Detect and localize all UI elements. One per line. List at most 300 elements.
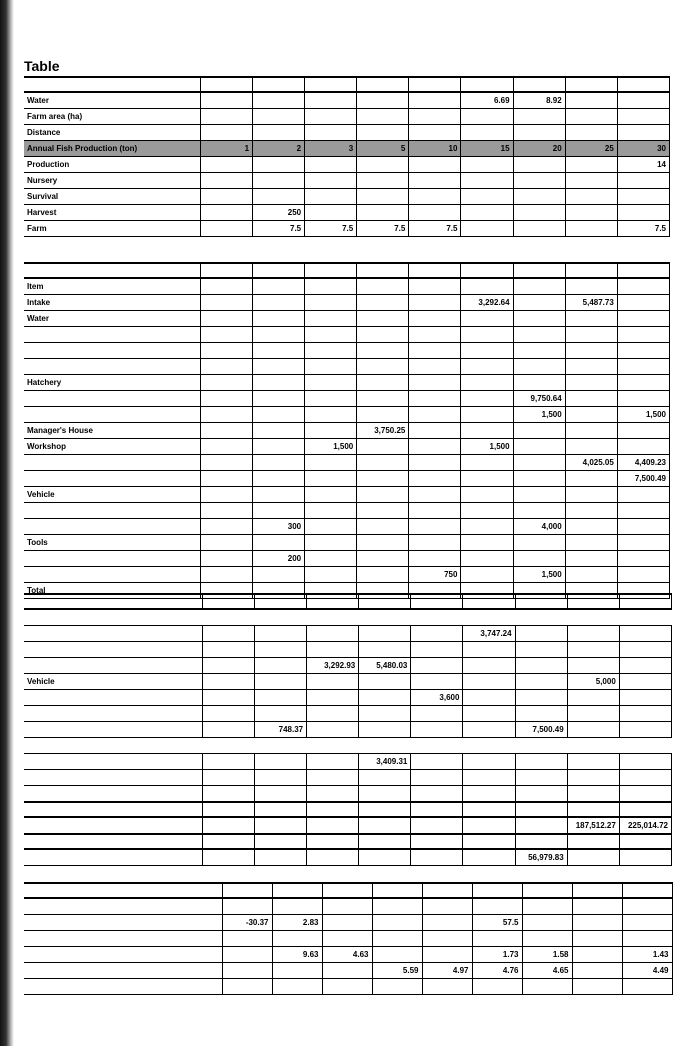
table-cell <box>409 535 461 551</box>
row-label <box>24 963 222 979</box>
table-cell <box>372 915 422 931</box>
table-cell: 6.69 <box>461 92 513 109</box>
table-cell <box>357 551 409 567</box>
table-row <box>24 609 672 626</box>
table-cell <box>515 754 567 770</box>
row-label: Nursery <box>24 173 200 189</box>
table-cell <box>565 189 617 205</box>
table-cell <box>255 658 307 674</box>
table-cell <box>513 327 565 343</box>
table-cell <box>305 125 357 141</box>
table-cell <box>409 455 461 471</box>
table-cell <box>619 594 671 609</box>
table-cell <box>200 311 252 327</box>
table-cell <box>463 802 515 817</box>
table-cell <box>567 786 619 803</box>
table-cell <box>253 173 305 189</box>
table-cell <box>463 690 515 706</box>
table-cell <box>619 738 671 754</box>
table-cell <box>202 642 254 658</box>
table-cell <box>357 109 409 125</box>
table-cell <box>617 519 669 535</box>
table-row <box>24 931 672 947</box>
table-cell <box>322 979 372 995</box>
table-cell <box>622 931 672 947</box>
table-cell <box>461 189 513 205</box>
table-cell <box>565 327 617 343</box>
scan-edge-shadow <box>0 0 14 1046</box>
table-row <box>24 594 672 609</box>
table-cell <box>463 722 515 738</box>
table-cell <box>463 849 515 866</box>
row-label: Production <box>24 157 200 173</box>
table-cell <box>411 849 463 866</box>
table-cell <box>622 898 672 915</box>
table-cell <box>617 327 669 343</box>
table-cell <box>372 979 422 995</box>
table-row <box>24 125 670 141</box>
table-cell <box>200 375 252 391</box>
table-cell <box>409 263 461 278</box>
table-cell <box>461 359 513 375</box>
table-cell <box>222 979 272 995</box>
table-cell: 1.43 <box>622 947 672 963</box>
table-cell <box>515 642 567 658</box>
table-cell <box>565 263 617 278</box>
table-cell: 300 <box>253 519 305 535</box>
table-cell <box>322 883 372 898</box>
table-cell <box>411 722 463 738</box>
table-cell <box>515 817 567 834</box>
table-cell <box>513 439 565 455</box>
table-cell <box>619 642 671 658</box>
table-cell <box>461 278 513 295</box>
table-cell <box>515 594 567 609</box>
table-cell <box>565 375 617 391</box>
table-cell <box>565 471 617 487</box>
row-label: Intake <box>24 295 200 311</box>
table-cell <box>409 439 461 455</box>
table-cell <box>200 295 252 311</box>
table-cell <box>565 343 617 359</box>
table-cell <box>515 770 567 786</box>
table-cell <box>461 375 513 391</box>
table-cell: 4.49 <box>622 963 672 979</box>
row-label <box>24 754 202 770</box>
table-cell <box>513 189 565 205</box>
table-cell <box>255 786 307 803</box>
table-cell <box>253 189 305 205</box>
table-cell <box>357 278 409 295</box>
table-cell <box>305 503 357 519</box>
table-cell <box>617 173 669 189</box>
table-cell <box>357 173 409 189</box>
table-cell <box>411 594 463 609</box>
table-row <box>24 311 670 327</box>
table-row <box>24 817 672 834</box>
table-cell <box>463 738 515 754</box>
table-cell <box>461 263 513 278</box>
table-cell <box>307 849 359 866</box>
table-cell <box>565 503 617 519</box>
table-row <box>24 963 672 979</box>
table-cell <box>359 770 411 786</box>
table-cell <box>567 738 619 754</box>
table-cell <box>461 503 513 519</box>
table-cell <box>305 423 357 439</box>
row-label: Farm area (ha) <box>24 109 200 125</box>
table-row <box>24 883 672 898</box>
table-row <box>24 754 672 770</box>
table-cell: 7.5 <box>253 221 305 237</box>
table-cell <box>272 979 322 995</box>
table-cell <box>357 359 409 375</box>
row-label <box>24 77 200 92</box>
row-label <box>24 915 222 931</box>
table-cell <box>202 674 254 690</box>
table-cell <box>565 109 617 125</box>
table-cell <box>307 609 359 626</box>
table-cell <box>619 674 671 690</box>
table-cell: 5 <box>357 141 409 157</box>
table-cell <box>472 898 522 915</box>
table-cell <box>272 931 322 947</box>
table-cell: 200 <box>253 551 305 567</box>
table-cell <box>411 626 463 642</box>
table-row <box>24 343 670 359</box>
table-cell <box>461 343 513 359</box>
table-cell <box>617 391 669 407</box>
table-cell <box>357 519 409 535</box>
table-cell <box>305 535 357 551</box>
table-row <box>24 770 672 786</box>
table-cell <box>565 221 617 237</box>
table-cell <box>567 770 619 786</box>
table-cell <box>255 642 307 658</box>
table-row <box>24 898 672 915</box>
table-row <box>24 92 670 109</box>
table-cell <box>359 802 411 817</box>
table-row <box>24 327 670 343</box>
table-cell <box>305 375 357 391</box>
table-row <box>24 141 670 157</box>
table-cell <box>411 738 463 754</box>
table-cell <box>357 439 409 455</box>
table-cell <box>513 423 565 439</box>
table-cell <box>567 802 619 817</box>
row-label: Survival <box>24 189 200 205</box>
table-row <box>24 786 672 803</box>
table-cell <box>359 626 411 642</box>
row-label <box>24 455 200 471</box>
row-label: Item <box>24 278 200 295</box>
table-cell <box>305 487 357 503</box>
table-cell <box>409 503 461 519</box>
table-cell <box>253 567 305 583</box>
table-cell <box>359 849 411 866</box>
row-label <box>24 327 200 343</box>
table-cell <box>513 535 565 551</box>
table-cell <box>253 487 305 503</box>
table-cell <box>463 786 515 803</box>
table-cell <box>572 947 622 963</box>
table-cell <box>372 931 422 947</box>
table-cell: 5.59 <box>372 963 422 979</box>
table-cell <box>565 278 617 295</box>
table-row <box>24 263 670 278</box>
table-row <box>24 503 670 519</box>
table-cell <box>359 738 411 754</box>
table-cell: -30.37 <box>222 915 272 931</box>
table-cell <box>200 535 252 551</box>
table-cell <box>463 770 515 786</box>
table-cell <box>409 407 461 423</box>
table-cell <box>513 263 565 278</box>
table-cell: 5,000 <box>567 674 619 690</box>
row-label: Vehicle <box>24 674 202 690</box>
table-cell: 9.63 <box>272 947 322 963</box>
row-label <box>24 471 200 487</box>
table-cell <box>305 359 357 375</box>
table-cell <box>253 343 305 359</box>
table-cell <box>463 609 515 626</box>
table-cell <box>357 567 409 583</box>
table-cell: 57.5 <box>472 915 522 931</box>
table-cell <box>307 817 359 834</box>
table-cell <box>305 92 357 109</box>
table-cell <box>461 567 513 583</box>
table-cell <box>409 295 461 311</box>
table-cell: 4.76 <box>472 963 522 979</box>
table-cell: 1.73 <box>472 947 522 963</box>
table-row <box>24 567 670 583</box>
table-cell <box>617 567 669 583</box>
table-cell <box>463 594 515 609</box>
table-cell <box>357 295 409 311</box>
table-cell <box>515 690 567 706</box>
table-cell <box>357 487 409 503</box>
row-label <box>24 786 202 803</box>
table-cell <box>357 125 409 141</box>
table-cell <box>255 802 307 817</box>
table-row <box>24 205 670 221</box>
table-cell <box>565 439 617 455</box>
table-cell <box>572 915 622 931</box>
table-cell <box>372 898 422 915</box>
table-cell <box>522 915 572 931</box>
table-cell <box>222 963 272 979</box>
table-cell <box>200 519 252 535</box>
table-cell <box>357 205 409 221</box>
table-cell <box>253 407 305 423</box>
table-cell <box>461 327 513 343</box>
table-cell <box>322 898 372 915</box>
table-cell <box>617 551 669 567</box>
table-cell <box>305 189 357 205</box>
table-cell <box>200 439 252 455</box>
table-cell <box>357 343 409 359</box>
table-cell <box>307 706 359 722</box>
table-cell <box>617 92 669 109</box>
table-cell <box>200 455 252 471</box>
investment-cost-table <box>24 262 670 599</box>
row-label <box>24 770 202 786</box>
table-row <box>24 157 670 173</box>
table-cell <box>409 278 461 295</box>
row-label <box>24 626 202 642</box>
table-cell <box>305 205 357 221</box>
table-cell <box>305 278 357 295</box>
table-cell <box>619 786 671 803</box>
table-cell <box>461 77 513 92</box>
table-row <box>24 423 670 439</box>
row-label: Distance <box>24 125 200 141</box>
table-cell <box>255 754 307 770</box>
table-cell <box>461 311 513 327</box>
table-cell <box>617 125 669 141</box>
table-cell <box>522 883 572 898</box>
table-cell <box>513 551 565 567</box>
table-cell <box>461 423 513 439</box>
table-cell: 225,014.72 <box>619 817 671 834</box>
table-cell: 1,500 <box>513 567 565 583</box>
row-label <box>24 519 200 535</box>
table-cell <box>253 295 305 311</box>
table-cell <box>357 189 409 205</box>
table-row <box>24 519 670 535</box>
table-cell: 14 <box>617 157 669 173</box>
table-cell <box>515 626 567 642</box>
table-cell <box>617 311 669 327</box>
table-cell <box>253 125 305 141</box>
table-cell <box>322 931 372 947</box>
row-label: Hatchery <box>24 375 200 391</box>
table-cell <box>253 311 305 327</box>
table-cell <box>305 551 357 567</box>
table-cell <box>200 92 252 109</box>
table-cell <box>253 157 305 173</box>
table-row <box>24 189 670 205</box>
page-title: Table <box>24 58 60 74</box>
table-cell <box>409 157 461 173</box>
table-cell <box>409 189 461 205</box>
table-cell <box>409 205 461 221</box>
table-cell <box>253 263 305 278</box>
table-cell <box>202 849 254 866</box>
table-cell <box>307 786 359 803</box>
table-cell <box>357 455 409 471</box>
table-cell <box>619 754 671 770</box>
table-cell <box>200 109 252 125</box>
table-cell <box>253 535 305 551</box>
table-cell <box>357 92 409 109</box>
table-cell <box>307 738 359 754</box>
table-cell <box>513 278 565 295</box>
table-cell: 8.92 <box>513 92 565 109</box>
table-cell <box>409 77 461 92</box>
table-cell <box>513 343 565 359</box>
table-cell <box>307 722 359 738</box>
table-row <box>24 375 670 391</box>
table-cell <box>617 295 669 311</box>
table-cell <box>619 849 671 866</box>
table-cell <box>411 834 463 849</box>
table-row <box>24 173 670 189</box>
table-cell <box>359 834 411 849</box>
table-cell <box>409 311 461 327</box>
table-cell <box>513 157 565 173</box>
row-label <box>24 407 200 423</box>
table-row <box>24 359 670 375</box>
row-label: Farm <box>24 221 200 237</box>
table-cell <box>565 311 617 327</box>
table-cell <box>357 391 409 407</box>
table-row <box>24 439 670 455</box>
table-cell <box>200 157 252 173</box>
table-cell <box>305 295 357 311</box>
table-cell <box>565 359 617 375</box>
table-cell: 2.83 <box>272 915 322 931</box>
table-cell: 250 <box>253 205 305 221</box>
table-row <box>24 278 670 295</box>
table-cell <box>565 519 617 535</box>
table-cell <box>255 770 307 786</box>
table-cell <box>357 311 409 327</box>
table-cell: 1,500 <box>513 407 565 423</box>
table-cell <box>357 503 409 519</box>
row-label <box>24 802 202 817</box>
table-row <box>24 834 672 849</box>
table-cell <box>617 109 669 125</box>
table-row <box>24 221 670 237</box>
table-cell <box>305 109 357 125</box>
table-cell <box>272 898 322 915</box>
table-cell <box>513 173 565 189</box>
table-cell: 7,500.49 <box>617 471 669 487</box>
table-cell <box>305 263 357 278</box>
table-cell <box>202 754 254 770</box>
table-cell <box>222 883 272 898</box>
table-cell <box>619 658 671 674</box>
table-cell: 2 <box>253 141 305 157</box>
table-cell <box>357 327 409 343</box>
table-cell <box>359 642 411 658</box>
table-cell <box>255 626 307 642</box>
table-cell <box>357 407 409 423</box>
table-cell <box>565 173 617 189</box>
table-cell: 1 <box>200 141 252 157</box>
table-cell <box>572 898 622 915</box>
table-row <box>24 674 672 690</box>
table-cell: 3,600 <box>411 690 463 706</box>
table-cell <box>513 503 565 519</box>
table-cell <box>357 471 409 487</box>
table-cell <box>409 551 461 567</box>
table-cell <box>322 915 372 931</box>
table-cell <box>359 722 411 738</box>
table-cell: 750 <box>409 567 461 583</box>
table-cell <box>255 834 307 849</box>
table-cell <box>422 979 472 995</box>
table-cell <box>359 609 411 626</box>
table-cell <box>272 883 322 898</box>
row-label <box>24 642 202 658</box>
table-cell <box>307 626 359 642</box>
table-cell <box>513 359 565 375</box>
table-cell <box>619 626 671 642</box>
table-cell <box>305 519 357 535</box>
table-cell: 3,750.25 <box>357 423 409 439</box>
